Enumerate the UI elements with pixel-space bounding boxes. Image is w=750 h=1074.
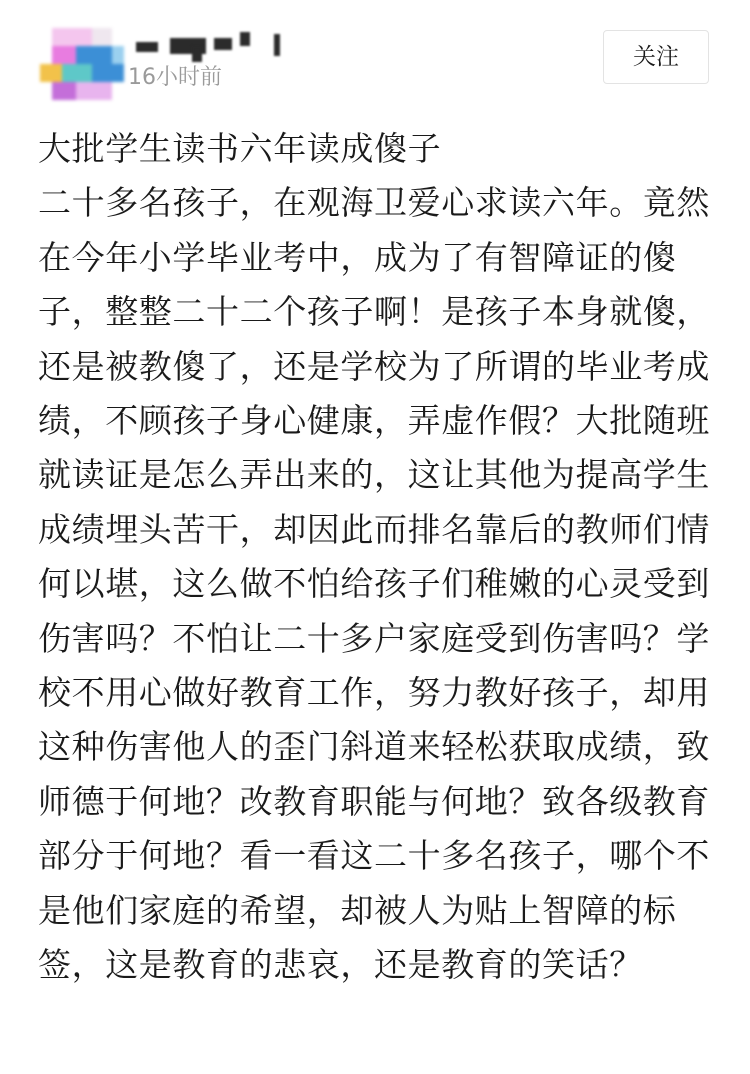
username[interactable] bbox=[128, 30, 288, 64]
post-title: 大批学生读书六年读成傻子 bbox=[38, 129, 442, 168]
post-content bbox=[38, 122, 714, 993]
avatar[interactable] bbox=[40, 28, 124, 102]
post-text: 二十多名孩子，在观海卫爱心求读六年。竟然在今年小学毕业考中，成为了有智障证的傻子，整整二十二个孩子啊！是孩子本身就傻，还是被教傻了，还是学校为了所谓的毕业考成绩，不顾孩子身心健康，弄虚作假？大批随班就读证是怎么弄出来的，这让其他为提高学生成绩埋头苦干，却因此而排名靠后的教师们情何以堪，这么做不怕给孩子们稚嫩的心灵受到伤害吗？不怕让二十多户家庭受到伤害吗？学校不用心做好教育工作，努力教好孩子，却用这种伤害他人的歪门斜道来轻松获取成绩，致师德于何地？改教育职能与何地？致各级教育部分于何地？看一看这二十多名孩子，哪个不是他们家庭的希望，却被人为贴上智障的标签，这是教育的悲哀，还是教育的笑话？ bbox=[38, 183, 710, 985]
follow-button[interactable]: 关注 bbox=[603, 30, 709, 84]
post-timestamp: 16小时前 bbox=[128, 65, 222, 90]
post-header bbox=[0, 0, 750, 110]
